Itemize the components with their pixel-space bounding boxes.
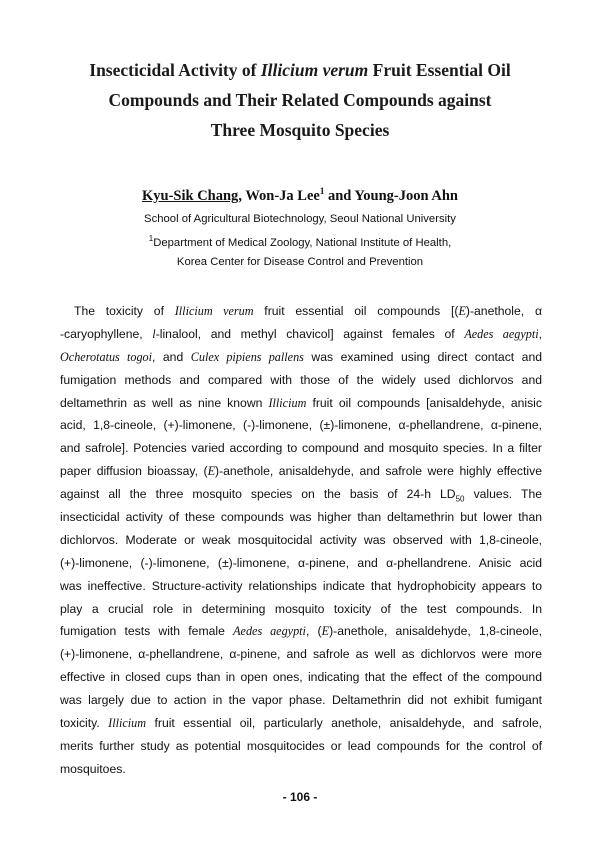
text-segment: fumigation tests with female — [60, 624, 234, 639]
text-segment: play a crucial role in determining mosquito toxicity of the test compounds. In — [60, 601, 542, 616]
abstract-line — [60, 460, 542, 483]
affiliation-line: Korea Center for Disease Control and Prevention — [176, 255, 424, 268]
italic-term: Illicium — [268, 395, 307, 410]
author-list: Kyu-Sik Chang, Won-Ja Lee$^1$ and Young-Joon Ahn — [142, 186, 458, 204]
subscript-text: 50 — [455, 494, 465, 504]
title-line-1-part-a: Insecticidal Activity of — [89, 60, 261, 80]
affiliation-line: School of Agricultural Biotechnology, Seoul National University — [144, 213, 456, 225]
title-line-1-part-c: Fruit Essential Oil — [368, 60, 511, 80]
text-segment: , and — [152, 349, 191, 364]
text-segment: deltamethrin as well as nine known — [60, 395, 269, 410]
text-segment: against all the three mosquito species on the basis of 24-h LD — [60, 487, 456, 502]
abstract-line — [60, 323, 542, 346]
abstract-line — [60, 369, 542, 392]
title-species-name: Illicium verum — [260, 60, 369, 80]
abstract-line — [60, 506, 542, 529]
italic-term: E — [321, 624, 330, 639]
text-segment: values. The — [464, 487, 543, 502]
abstract-line — [60, 483, 542, 506]
text-segment: fruit oil compounds [anisaldehyde, anisic — [306, 395, 542, 410]
abstract-line — [60, 392, 542, 415]
abstract-line — [60, 643, 542, 666]
text-segment: fumigation methods and compared with those of the widely used dichlorvos and — [60, 372, 542, 387]
abstract-line — [60, 689, 542, 712]
text-segment: )-anethole, anisaldehyde, and safrole were highly effective — [215, 464, 542, 479]
italic-term: Aedes aegypti — [233, 624, 306, 639]
paper-title — [40, 55, 560, 145]
title-line-2: Compounds and Their Related Compounds against — [108, 90, 492, 110]
italic-term: Aedes aegypti — [464, 326, 539, 341]
text-segment: effective in closed cups than in open ones, indicating that the effect of the compound — [60, 670, 542, 685]
text-segment: and safrole]. Potencies varied according to compound and mosquito species. In a filter — [60, 441, 542, 456]
abstract-line — [60, 575, 542, 598]
text-segment: )-anethole, anisaldehyde, 1,8-cineole, — [329, 624, 542, 639]
text-segment: -linalool, and methyl chavicol] against females of — [155, 326, 465, 341]
abstract-line — [60, 712, 542, 735]
title-line-1 — [40, 55, 560, 85]
abstract-line — [60, 758, 542, 781]
text-segment: paper diffusion bioassay, ( — [60, 464, 208, 479]
abstract-line — [60, 437, 542, 460]
abstract-line — [60, 529, 542, 552]
abstract-line — [60, 620, 542, 643]
author-name: and Young-Joon Ahn — [327, 187, 458, 204]
italic-term: Illicium — [108, 716, 147, 731]
italic-term: Culex pipiens pallens — [190, 349, 304, 364]
abstract-line — [60, 666, 542, 689]
text-segment: acid, 1,8-cineole, (+)-limonene, (-)-limonene, (±)-limonene, α-phellandrene, α-pinene, — [60, 418, 542, 433]
italic-term: l — [152, 326, 156, 341]
text-segment: was largely due to action in the vapor phase. Deltamethrin did not exhibit fumigant — [60, 693, 542, 708]
italic-term: Illicium verum — [174, 304, 254, 318]
text-segment: (+)-limonene, (-)-limonene, (±)-limonene, α-pinene, and α-phellandrene. Anisic acid — [60, 555, 542, 570]
affiliation-text: Department of Medical Zoology, National Institute of Health, — [153, 236, 452, 249]
italic-term: Ocherotatus togoi — [60, 349, 153, 364]
abstract-line — [60, 552, 542, 575]
abstract-line — [60, 598, 542, 621]
text-segment: was ineffective. Structure-activity relationships indicate that hydrophobicity appears to — [60, 578, 542, 593]
text-segment: , — [538, 326, 542, 341]
italic-term: E — [458, 304, 466, 318]
italic-term: E — [207, 464, 216, 479]
text-segment: The toxicity of — [74, 304, 175, 318]
text-segment: dichlorvos. Moderate or weak mosquitocidal activity was observed with 1,8-cineole, — [60, 532, 542, 547]
text-segment: insecticidal activity of these compounds was higher than deltamethrin but lower than — [60, 510, 542, 525]
page-number: - 106 - — [282, 790, 318, 804]
text-segment: fruit essential oil compounds [( — [253, 304, 459, 318]
text-segment: -caryophyllene, — [60, 326, 153, 341]
text-segment: )-anethole, α — [465, 304, 542, 318]
abstract-line — [60, 300, 542, 323]
text-segment: mosquitoes. — [60, 761, 126, 776]
affiliation-marker: 1 — [148, 234, 154, 243]
text-segment: , ( — [305, 624, 322, 639]
title-line-3: Three Mosquito Species — [210, 120, 390, 140]
text-segment: toxicity. — [60, 716, 109, 731]
text-segment: was examined using direct contact and — [303, 349, 543, 364]
abstract-line — [60, 346, 542, 369]
abstract-line — [60, 735, 542, 758]
author-name: Won-Ja Lee — [245, 187, 320, 204]
text-segment: (+)-limonene, α-phellandrene, α-pinene, and safrole as well as dichlorvos were more — [60, 647, 542, 662]
affiliation-marker: 1 — [319, 186, 325, 196]
affiliation-line — [40, 229, 560, 253]
author-name: Kyu-Sik Chang — [142, 187, 239, 204]
abstract — [60, 300, 542, 781]
affiliations — [40, 210, 560, 272]
abstract-line — [60, 414, 542, 437]
text-segment: fruit essential oil, particularly anethole, anisaldehyde, and safrole, — [146, 716, 542, 731]
text-segment: merits further study as potential mosquitocides or lead compounds for the control of — [60, 738, 542, 753]
